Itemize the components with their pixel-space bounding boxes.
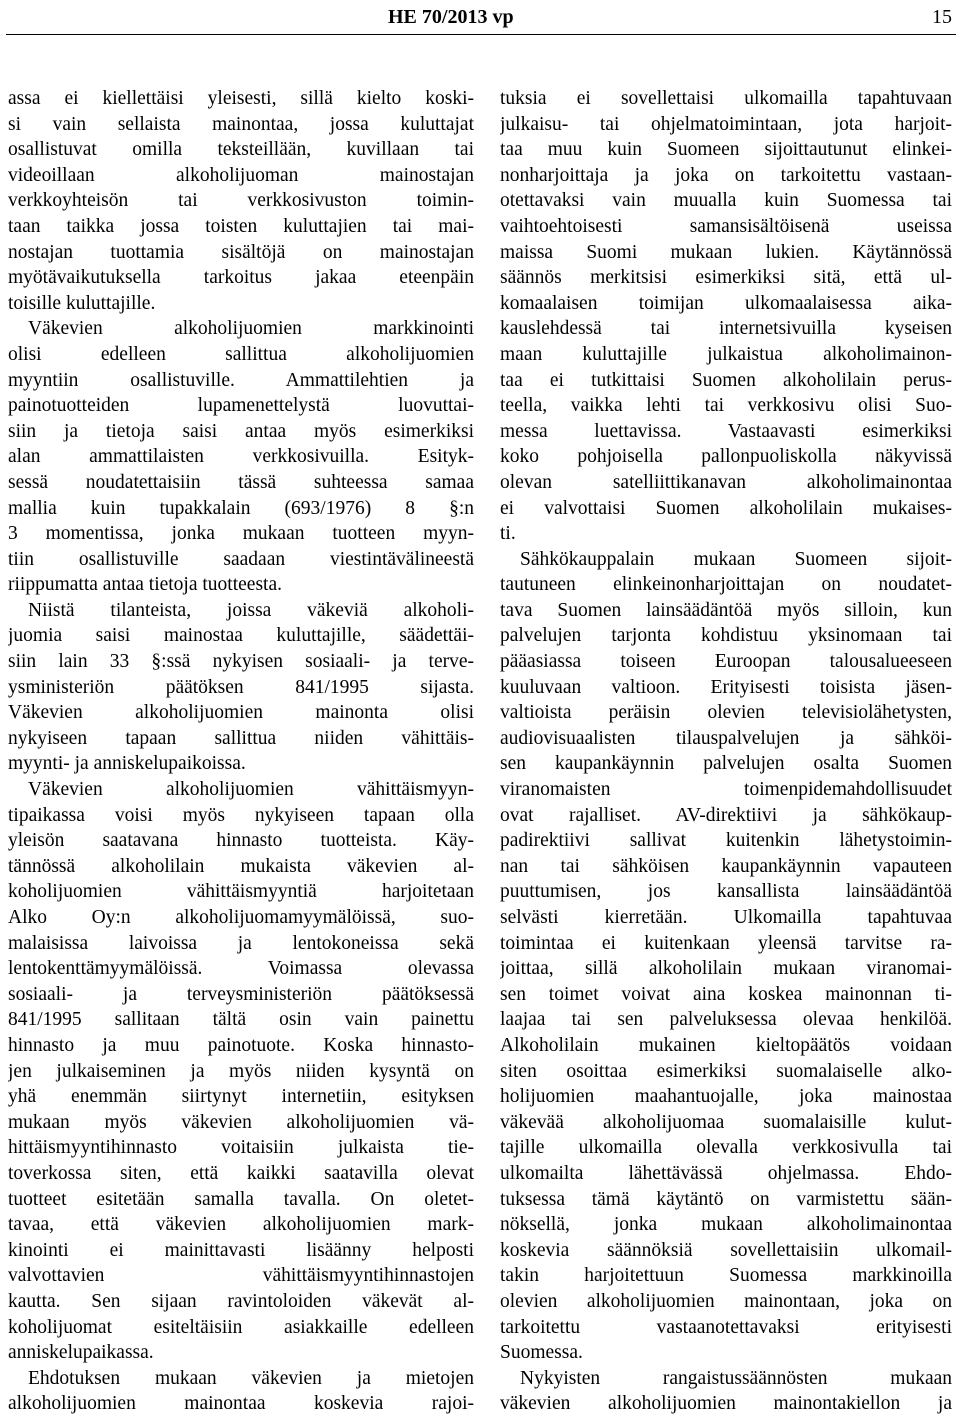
text-line: tipaikassa voisi myös nykyiseen tapaan olla	[8, 804, 474, 826]
text-line: toimintaa ei kuitenkaan yleensä tarvitse ra-	[500, 932, 952, 954]
text-line: sen kaupankäynnin palvelujen osalta Suomen	[500, 753, 952, 775]
text-line: koko pohjoisella pallonpuoliskolla näkyvissä	[500, 446, 952, 468]
text-line: 3 momentissa, jonka mukaan tuotteen myyn-	[8, 523, 474, 545]
text-line: koskevia säännöksiä sovellettaisiin ulkomail-	[500, 1239, 952, 1261]
text-line: sosiaali- ja terveysministeriön päätöksessä	[8, 983, 474, 1005]
text-line: tava Suomen lainsäädäntöä myös silloin, kun	[500, 599, 952, 621]
text-line: ulkomailta lähettävässä ohjelmassa. Ehdo-	[500, 1162, 952, 1184]
text-line: myynti- ja anniskelupaikoissa.	[8, 753, 246, 775]
text-line: siin lain 33 §:ssä nykyisen sosiaali- ja terve-	[8, 651, 474, 673]
text-line: ti.	[500, 523, 516, 545]
text-line: selvästi kierretään. Ulkomailla tapahtuvaa	[500, 907, 952, 928]
text-line: sessä noudatettaisiin tässä suhteessa samaa	[8, 471, 474, 493]
text-line: kauslehdessä tai internetsivuilla kyseisen	[500, 318, 952, 340]
text-line: toverkossa siten, että kaikki saatavilla olevat	[8, 1162, 474, 1184]
text-line: siin ja tietoja saisi antaa myös esimerkiksi	[8, 420, 474, 442]
text-line: tiin osallistuville saadaan viestintävälineestä	[8, 548, 474, 570]
text-line: takin harjoitettuun Suomessa markkinoilla	[500, 1265, 952, 1287]
right-text-column	[500, 86, 952, 1417]
text-line: säännös merkitsisi esimerkiksi sitä, että ul-	[500, 267, 952, 289]
text-line: komaalaisen toimijan ulkomaalaisessa aika-	[500, 292, 952, 314]
text-line: tuksia ei sovellettaisi ulkomailla tapahtuvaan	[500, 88, 952, 109]
header-rule	[6, 34, 956, 35]
text-line: ysministeriön päätöksen 841/1995 sijasta.	[8, 676, 474, 698]
text-line: tuksessa tämä käytäntö on varmistettu sään-	[500, 1188, 952, 1210]
text-line: tautuneen elinkeinonharjoittajan on noudatet-	[500, 574, 952, 596]
text-line: nöksellä, jonka mukaan alkoholimainontaa	[500, 1214, 952, 1236]
text-line: mallia kuin tupakkalain (693/1976) 8 §:n	[8, 497, 474, 519]
text-line: maissa Suomi mukaan lukien. Käytännössä	[500, 241, 952, 263]
text-line: olisi edelleen sallittua alkoholijuomien	[8, 343, 474, 365]
text-line: kinointi ei mainittavasti lisäänny helposti	[8, 1239, 474, 1261]
text-line: olevien alkoholijuomien mainontaan, joka on	[500, 1290, 952, 1312]
text-line: Sähkökauppalain mukaan Suomeen sijoit-	[520, 548, 952, 570]
text-line: juomia saisi mainostaa kuluttajille, säädettäi-	[8, 625, 474, 647]
text-line: väkevien alkoholijuomien mainontakiellon ja	[500, 1393, 952, 1415]
text-line: taa ei tutkittaisi Suomen alkoholilain perus-	[500, 369, 952, 391]
text-line: taa muu kuin Suomeen sijoittautunut elinkei-	[500, 139, 952, 161]
text-line: assa ei kiellettäisi yleisesti, sillä kielto koski-	[8, 88, 474, 109]
text-line: viranomaisten toimenpidemahdollisuudet	[500, 779, 952, 801]
text-line: valvottavien vähittäismyyntihinnastojen	[8, 1265, 474, 1287]
text-line: malaisissa laivoissa ja lentokoneissa sekä	[8, 932, 474, 954]
text-line: Väkevien alkoholijuomien vähittäismyyn-	[28, 779, 474, 801]
text-line: vaihtoehtoisesti samansisältöisenä useissa	[500, 215, 952, 237]
text-line: hinnasto ja muu painotuote. Koska hinnasto-	[8, 1034, 474, 1056]
text-line: ovat rajalliset. AV-direktiivi ja sähkökaup-	[500, 804, 952, 826]
text-line: väkevää alkoholijuomaa suomalaisille kulut-	[500, 1111, 952, 1133]
text-line: verkkoyhteisön tai verkkosivuston toimin-	[8, 190, 474, 212]
text-line: yhä enemmän siirtynyt internetiin, esityksen	[8, 1086, 474, 1108]
text-line: kautta. Sen sijaan ravintoloiden väkevät al-	[8, 1290, 474, 1312]
text-line: Väkevien alkoholijuomien markkinointi	[28, 318, 474, 340]
text-line: julkaisu- tai ohjelmatoimintaan, jota harjoit-	[500, 113, 952, 135]
text-line: lentokenttämyymälöissä. Voimassa olevassa	[8, 958, 474, 980]
text-line: taan taikka jossa toisten kuluttajien tai mai-	[8, 215, 474, 237]
text-line: alkoholijuomien mainontaa koskevia rajoi-	[8, 1393, 474, 1415]
text-line: riippumatta antaa tietoja tuotteesta.	[8, 574, 282, 596]
text-line: Ehdotuksen mukaan väkevien ja mietojen	[28, 1367, 474, 1389]
text-line: laajaa tai sen palveluksessa olevaa henkilöä.	[500, 1009, 952, 1031]
text-line: ei valvottaisi Suomen alkoholilain mukaises-	[500, 497, 952, 519]
text-line: sen toimet voivat aina koskea mainonnan ti-	[500, 983, 952, 1005]
text-line: audiovisuaalisten tilauspalvelujen ja sähköi-	[500, 727, 952, 749]
text-line: osallistuvat omilla teksteillään, kuvillaan tai	[8, 139, 474, 161]
text-line: palvelujen tarjonta kohdistuu yksinomaan tai	[500, 625, 952, 647]
text-line: hittäismyyntihinnasto voitaisiin julkaista tie-	[8, 1137, 474, 1159]
text-line: painotuotteiden lupamenettelystä luovuttai-	[8, 395, 474, 417]
text-line: anniskelupaikassa.	[8, 1342, 154, 1364]
text-line: pääasiassa toiseen Euroopan talousalueeseen	[500, 651, 952, 673]
text-line: tuotteet esitetään samalla tavalla. On oletet-	[8, 1188, 474, 1210]
text-line: videoillaan alkoholijuoman mainostajan	[8, 164, 474, 186]
text-line: yleisön saatavana hinnasto tuotteista. Käy-	[8, 830, 474, 852]
text-line: tännössä alkoholilain mukaista väkevien al-	[8, 855, 474, 877]
text-line: tajille ulkomailla olevalla verkkosivulla tai	[500, 1137, 952, 1159]
text-line: Niistä tilanteista, joissa väkeviä alkoholi-	[28, 599, 474, 621]
text-line: Alko Oy:n alkoholijuomamyymälöissä, suo-	[8, 907, 474, 928]
text-line: kuuluvaan valtioon. Erityisesti toisista jäsen-	[500, 676, 952, 698]
text-line: Alkoholilain mukainen kieltopäätös voidaan	[500, 1034, 952, 1056]
text-line: Väkevien alkoholijuomien mainonta olisi	[8, 702, 474, 724]
text-line: si vain sellaista mainontaa, jossa kuluttajat	[8, 113, 474, 135]
text-line: holijuomien maahantuojalle, joka mainostaa	[500, 1086, 952, 1108]
text-line: jen julkaiseminen ja myös niiden kysyntä on	[8, 1060, 474, 1082]
text-line: alan ammattilaisten verkkosivuilla. Esityk-	[8, 446, 474, 468]
text-line: siten osoittaa esimerkiksi suomalaiselle alko-	[500, 1060, 952, 1082]
text-line: nonharjoittaja ja joka on tarkoitettu vastaan-	[500, 164, 952, 186]
text-line: 841/1995 sallitaan tältä osin vain painettu	[8, 1009, 474, 1031]
text-line: joittaa, sillä alkoholilain mukaan viranomai-	[500, 958, 952, 980]
text-line: toisille kuluttajille.	[8, 292, 156, 314]
text-line: koholijuomien vähittäismyyntiä harjoitetaan	[8, 881, 474, 903]
text-line: teella, vaikka lehti tai verkkosivu olisi Suo-	[500, 395, 952, 417]
text-line: olevan satelliittikanavan alkoholimainontaa	[500, 471, 952, 493]
text-line: tavaa, että väkevien alkoholijuomien mark-	[8, 1214, 474, 1236]
text-line: koholijuomat esiteltäisiin asiakkaille edelleen	[8, 1316, 474, 1338]
page-number: 15	[932, 6, 952, 28]
text-line: nykyiseen tapaan sallittua niiden vähittäis-	[8, 727, 474, 749]
text-line: Nykyisten rangaistussäännösten mukaan	[520, 1367, 952, 1389]
text-line: nostajan tuottamia sisältöjä on mainostajan	[8, 241, 474, 263]
text-line: tarkoitettu vastaanotettavaksi erityisesti	[500, 1316, 952, 1338]
text-line: mukaan myös väkevien alkoholijuomien vä-	[8, 1111, 474, 1133]
text-line: messa luettavissa. Vastaavasti esimerkiksi	[500, 420, 952, 442]
text-line: otettavaksi vain muualla kuin Suomessa tai	[500, 190, 952, 212]
text-line: valtioista peräisin olevien televisiolähetysten,	[500, 702, 952, 724]
left-text-column	[8, 86, 474, 1417]
page-header	[0, 4, 960, 34]
text-line: myyntiin osallistuville. Ammattilehtien ja	[8, 369, 474, 391]
text-line: puuttumisen, jos kansallista lainsäädäntöä	[500, 881, 952, 903]
document-identifier: HE 70/2013 vp	[388, 6, 514, 28]
text-line: Suomessa.	[500, 1342, 583, 1364]
text-line: myötävaikutuksella tarkoitus jakaa eteenpäin	[8, 267, 474, 289]
text-line: padirektiivi sallivat kuitenkin lähetystoimin-	[500, 830, 952, 852]
text-line: nan tai sähköisen kaupankäynnin vapauteen	[500, 855, 952, 877]
text-line: maan kuluttajille julkaistua alkoholimainon-	[500, 343, 952, 365]
